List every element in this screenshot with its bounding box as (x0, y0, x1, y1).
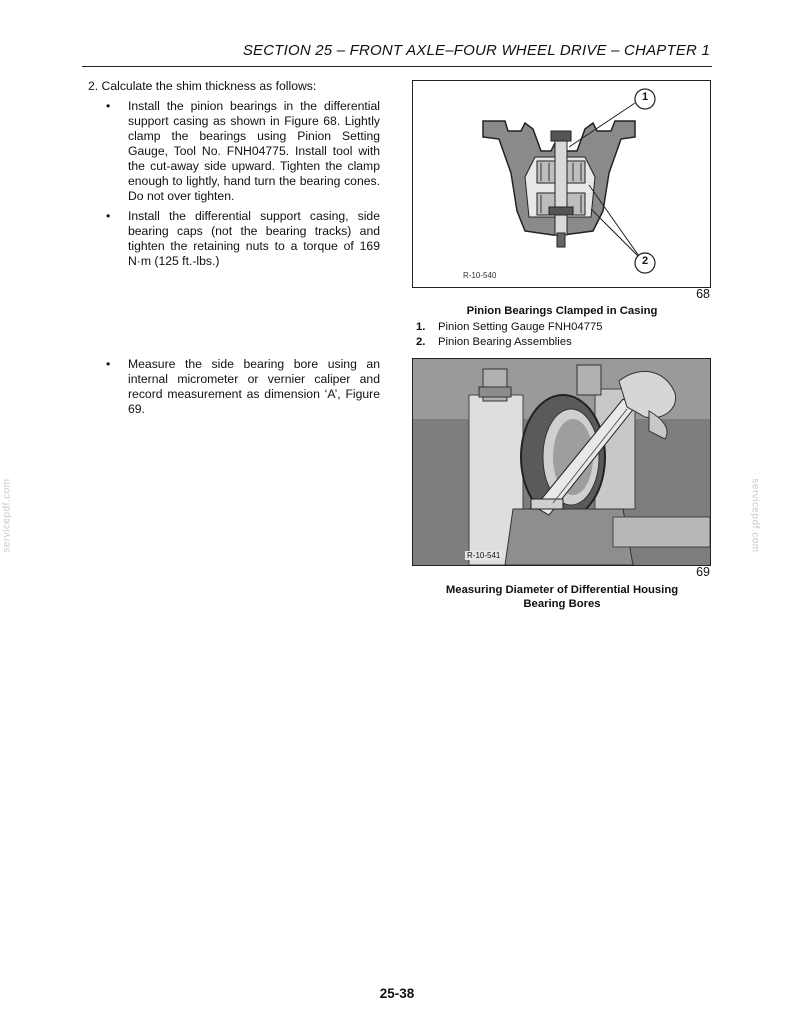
legend-text: Pinion Setting Gauge FNH04775 (438, 321, 603, 333)
caliper-measurement-photo (413, 359, 710, 565)
bullet-symbol: • (106, 357, 111, 371)
legend-number: 1. (416, 321, 426, 333)
callout-2-label: 2 (641, 255, 649, 267)
bullet-symbol: • (106, 99, 111, 113)
pinion-casing-illustration (413, 81, 710, 287)
watermark-right: servicepdf.com (749, 478, 761, 553)
figure-69-image (412, 358, 711, 566)
legend-text: Pinion Bearing Assemblies (438, 336, 572, 348)
page-number: 25-38 (379, 986, 415, 1001)
header-rule (82, 66, 712, 67)
watermark-left: servicepdf.com (1, 478, 13, 553)
figure-68-number: 68 (696, 287, 710, 301)
figure-68-caption: Pinion Bearings Clamped in Casing (466, 305, 658, 317)
legend-number: 2. (416, 336, 426, 348)
bullet-text: Measure the side bearing bore using an internal micrometer or vernier caliper and record measurement as dimension ‘A’, Figure 69. (128, 357, 380, 416)
legend-item-2 (416, 335, 572, 349)
legend-item-1 (416, 320, 603, 334)
figure-69-caption (412, 583, 712, 611)
caption-line-1: Measuring Diameter of Differential Housing (445, 584, 679, 596)
caption-line-2: Bearing Bores (523, 598, 601, 610)
step-2-text: 2. Calculate the shim thickness as follows: (88, 79, 317, 93)
figure-69-number: 69 (696, 565, 710, 579)
figure-ref-code: R-10-541 (467, 551, 501, 560)
callout-1-label: 1 (641, 91, 649, 103)
page-header-title: SECTION 25 – FRONT AXLE–FOUR WHEEL DRIVE – CHAPTER 1 (242, 42, 710, 59)
bullet-item-2 (106, 209, 380, 271)
bullet-item-1 (106, 99, 380, 203)
bullet-text: Install the differential support casing, side bearing caps (not the bearing tracks) and tighten the retaining nuts to a torque of 169 N·m (125 ft.-lbs.) (128, 209, 380, 268)
figure-ref-code: R-10-540 (463, 271, 497, 280)
bullet-text: Install the pinion bearings in the differential support casing as shown in Figure 68. Lightly clamp the bearings using Pinion Setting Gauge, Tool No. FNH04775. Install tool with the cut-away side upward. Tighten the clamp enough to lightly, hand turn the bearing cones. Do not over tighten. (128, 99, 380, 203)
bullet-item-3 (106, 357, 380, 419)
figure-68-image (412, 80, 711, 288)
bullet-symbol: • (106, 209, 111, 223)
